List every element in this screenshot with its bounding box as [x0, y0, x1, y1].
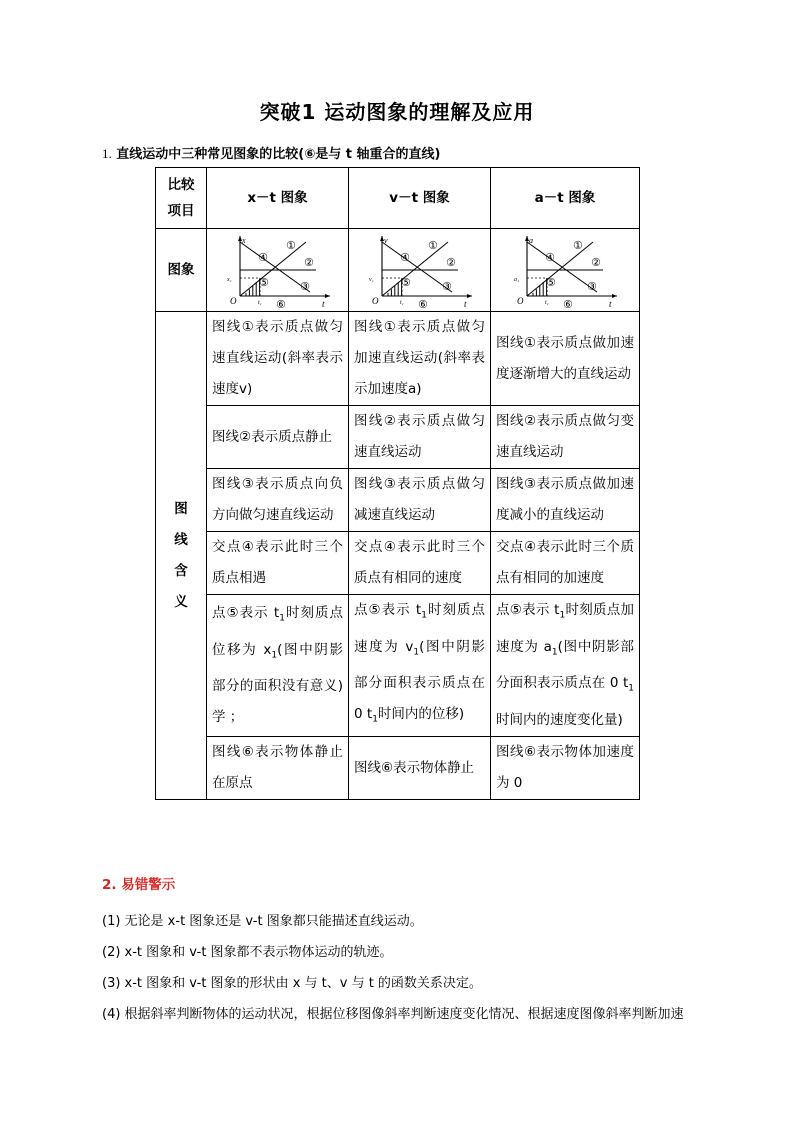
axis-label-y: x	[241, 236, 246, 245]
axis-label-y: v	[383, 236, 388, 245]
line-1	[240, 242, 306, 296]
mark-2: ②	[591, 256, 601, 269]
meaning-char-4: 义	[174, 593, 188, 610]
mark-4: ④	[399, 251, 410, 264]
warning-item-1: (1) 无论是 x-t 图象还是 v-t 图象都只能描述直线运动。	[102, 914, 423, 929]
cell-r5-xt-sub: 1	[279, 613, 285, 624]
cell-r5-xt	[207, 595, 349, 737]
x-axis-arrow	[467, 294, 472, 298]
mark-1: ①	[427, 239, 438, 252]
cell-r5-xt-a: 点⑤表示 t	[212, 604, 280, 621]
mark-6: ⑥	[275, 298, 286, 310]
graph-row-label: 图象	[156, 229, 207, 312]
origin-label: O	[229, 296, 236, 306]
cell-r4-xt: 交点④表示此时三个质点相遇	[207, 532, 349, 595]
cell-r5-at-sub: 1	[559, 610, 566, 621]
cell-r5-vt-sub2: 1	[413, 647, 420, 658]
cell-r5-vt-sub3: 1	[372, 715, 378, 726]
col-header-at: a－t 图象	[491, 168, 640, 229]
cell-r3-at: 图线③表示质点做加速度减小的直线运动	[491, 469, 640, 532]
section1-text: 直线运动中三种常见图象的比较(⑥是与 t 轴重合的直线)	[116, 147, 441, 162]
warning-item-3: (3) x-t 图象和 v-t 图象的形状由 x 与 t、v 与 t 的函数关系决定。	[102, 976, 482, 991]
line-1	[382, 242, 448, 296]
level-label: v₁	[368, 277, 374, 283]
meaning-row-6	[156, 737, 640, 800]
corner-line-2: 项目	[167, 203, 195, 219]
cell-r3-vt: 图线③表示质点做匀减速直线运动	[349, 469, 491, 532]
tick-label: t₁	[399, 300, 404, 306]
cell-r5-vt-b: 时刻质点速度为 v	[354, 602, 486, 655]
origin-label: O	[517, 296, 524, 306]
cell-r1-at: 图线①表示质点做加速度逐渐增大的直线运动	[491, 312, 640, 406]
graph-vt	[360, 230, 480, 310]
section2-heading: 2. 易错警示	[102, 877, 176, 893]
mark-2: ②	[303, 256, 314, 269]
cell-r6-at: 图线⑥表示物体加速度为 0	[491, 737, 640, 800]
cell-r5-at-a: 点⑤表示 t	[496, 602, 560, 618]
axis-label-x: t	[609, 299, 612, 309]
mark-5: ⑤	[546, 276, 556, 289]
meaning-row-5	[156, 595, 640, 737]
cell-r5-xt-c: (图中阴影部分的面积没有意义) 学 ；	[212, 641, 343, 726]
level-label: a₁	[514, 277, 520, 283]
mark-1: ①	[573, 239, 583, 252]
corner-cell	[156, 168, 207, 229]
mark-3: ③	[299, 280, 310, 293]
mark-3: ③	[587, 280, 597, 293]
mark-6: ⑥	[563, 298, 573, 310]
x-axis-arrow	[612, 294, 617, 298]
cell-r1-vt: 图线①表示质点做匀加速直线运动(斜率表示加速度a)	[349, 312, 491, 406]
cell-r5-vt-d: 时间内的位移)	[377, 706, 465, 723]
axis-label-y: a	[529, 236, 533, 245]
cell-r2-xt: 图线②表示质点静止	[207, 406, 349, 469]
meaning-row-4	[156, 532, 640, 595]
comparison-table	[155, 167, 640, 800]
meaning-row-3	[156, 469, 640, 532]
cell-r5-xt-b: 时刻质点位移为 x	[212, 604, 344, 658]
mark-5: ⑤	[400, 276, 411, 289]
cell-r6-xt: 图线⑥表示物体静止在原点	[207, 737, 349, 800]
cell-r4-at: 交点④表示此时三个质点有相同的加速度	[491, 532, 640, 595]
col-header-vt: v－t 图象	[349, 168, 491, 229]
corner-line-1: 比较	[167, 177, 195, 193]
cell-r6-vt: 图线⑥表示物体静止	[349, 737, 491, 800]
meaning-char-3: 含	[174, 562, 188, 579]
cell-r5-vt	[349, 595, 491, 737]
tick-label: t₁	[545, 300, 549, 306]
cell-r3-xt: 图线③表示质点向负方向做匀速直线运动	[207, 469, 349, 532]
meaning-label	[156, 312, 207, 800]
axis-label-x: t	[463, 299, 467, 309]
mark-1: ①	[285, 239, 296, 252]
table-header-row	[156, 168, 640, 229]
graph-at	[505, 230, 625, 310]
col-header-xt: x－t 图象	[207, 168, 349, 229]
x-axis-arrow	[325, 294, 330, 298]
section1-number: 1.	[102, 146, 112, 161]
cell-r5-at	[491, 595, 640, 737]
mark-2: ②	[445, 256, 456, 269]
line-1	[527, 242, 593, 296]
cell-r5-at-sub3: 1	[628, 684, 634, 695]
cell-r2-at: 图线②表示质点做匀变速直线运动	[491, 406, 640, 469]
warning-item-4: (4) 根据斜率判断物体的运动状况，根据位移图像斜率判断速度变化情况、根据速度图像斜率判断加速	[102, 1007, 684, 1022]
cell-r5-at-sub2: 1	[551, 647, 558, 658]
meaning-row-2	[156, 406, 640, 469]
cell-r2-vt: 图线②表示质点做匀速直线运动	[349, 406, 491, 469]
meaning-row-1	[156, 312, 640, 406]
mark-5: ⑤	[258, 276, 269, 289]
cell-r1-xt: 图线①表示质点做匀速直线运动(斜率表示速度v)	[207, 312, 349, 406]
section1-heading	[102, 143, 440, 162]
mark-4: ④	[545, 251, 555, 264]
graph-row	[156, 229, 640, 312]
graph-cell-at	[491, 229, 640, 312]
page-title: 突破1 运动图象的理解及应用	[259, 100, 535, 124]
cell-r5-at-b: 时刻质点加速度为 a	[496, 602, 635, 655]
mark-3: ③	[441, 280, 452, 293]
cell-r5-at-d: 时间内的速度变化量)	[496, 712, 623, 729]
cell-r5-vt-sub: 1	[421, 610, 427, 621]
warning-item-2: (2) x-t 图象和 v-t 图象都不表示物体运动的轨迹。	[102, 945, 393, 960]
axis-label-x: t	[321, 299, 325, 309]
mark-4: ④	[257, 251, 268, 264]
mark-6: ⑥	[417, 298, 428, 310]
graph-cell-xt	[207, 229, 349, 312]
tick-label: t₁	[257, 300, 262, 306]
meaning-char-2: 线	[174, 531, 188, 548]
cell-r5-at-c: (图中阴影部分面积表示质点在 0 t	[496, 638, 634, 692]
cell-r5-xt-sub2: 1	[271, 650, 278, 661]
graph-cell-vt	[349, 229, 491, 312]
level-label: x₁	[226, 277, 232, 283]
cell-r5-vt-a: 点⑤表示 t	[354, 602, 422, 618]
meaning-char-1: 图	[174, 500, 188, 517]
graph-xt	[218, 230, 338, 310]
cell-r5-vt-c: (图中阴影部分面积表示质点在 0 t	[354, 638, 485, 723]
origin-label: O	[371, 296, 378, 306]
cell-r4-vt: 交点④表示此时三个质点有相同的速度	[349, 532, 491, 595]
